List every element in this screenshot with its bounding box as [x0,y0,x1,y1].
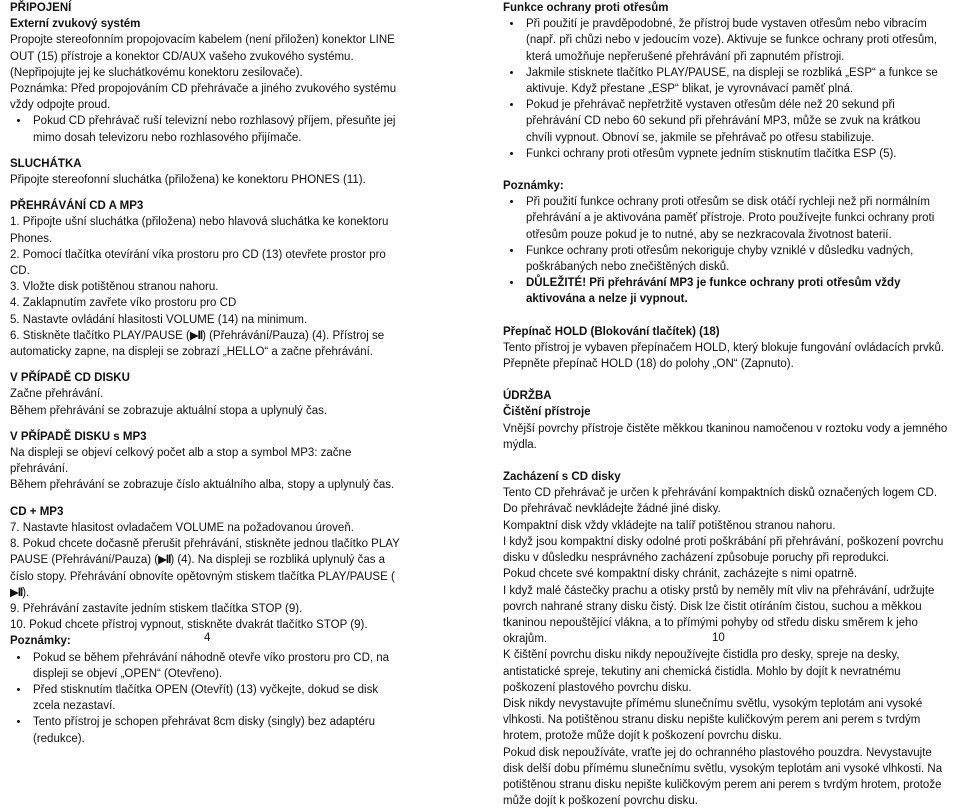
section-title-cd-handling: Zacházení s CD disky [503,471,621,484]
paragraph-handling-7: Disk nikdy nevystavujte přímému slunečnímu světlu, vysokým teplotám ani vysoké vlhkosti. Na potištěnou stranu disku nepište kuličkovým perem ani perem s tvrdým hrotem, protože může dojít k poškození povrchu disku. [503,697,923,743]
paragraph-handling-5: I když malé částečky prachu a otisky prstů by neměly mít vliv na přehrávání, udržujte povrch nahrané strany disku čistý. Disk lze čistit otíráním čistou, suchou a měkkou tkaninou nepouštějící vlákna, a to přímými pohyby od středu disku směrem k jeho okrajům. [503,584,935,646]
section-esp-notes [503,178,948,308]
list-item: • Tento přístroj je schopen přehrávat 8cm disky (singly) bez adaptéru (redukce). [30,714,405,746]
bullet-list-notes [10,650,405,747]
page-number-left: 4 [204,632,211,644]
paragraph-handling-1: Tento CD přehrávač je určen k přehrávání kompaktních disků označených logem CD. Do přehrávač nevkládejte žádné jiné disky. [503,487,938,516]
play-pause-icon: ▶II [10,586,23,599]
subsection-title-external-audio: Externí zvukový systém [10,18,141,31]
list-item: • Jakmile stisknete tlačítko PLAY/PAUSE, na displeji se rozbliká „ESP“ a funkce se aktivuje. Když přestane „ESP“ blikat, je vyrovnávací paměť plná. [523,65,948,97]
step-1: 1. Připojte ušní sluchátka (přiložena) nebo hlavová sluchátka ke konektoru Phones. [10,216,389,245]
paragraph-handling-6: K čištění povrchu disku nikdy nepoužívejte čistidla pro desky, spreje na desky, antistatické spreje, tekutiny ani chemická čistidla. Mohlo by dojít k nevratnému poškození plastového povrchu disku. [503,649,901,694]
step-2: 2. Pomocí tlačítka otevírání víka prostoru pro CD (13) otevřete prostor pro CD. [10,248,386,278]
paragraph-hold: Tento přístroj je vybaven přepínačem HOLD, který blokuje fungování ovládacích prvků. Přepněte přepínač HOLD (18) do polohy „ON“ (Zapnuto). [503,341,945,371]
list-item: • Pokud je přehrávač nepřetržitě vystaven otřesům déle než 20 sekund při přehrávání CD nebo 60 sekund při přehrávání MP3, může se zvuk na krátkou chvíli vypnout. Obnoví se, jakmile se přehrávač po otřesu stabilizuje. [523,97,948,146]
section-headphones [10,156,405,188]
list-item-important: • DŮLEŽITÉ! Při přehrávání MP3 je funkce ochrany proti otřesům vždy aktivována a nelze ji vypnout. [523,275,948,307]
paragraph-cleaning: Vnější povrchy přístroje čistěte měkkou tkaninou namočenou v roztoku vody a jemného mýdla. [503,422,948,451]
paragraph-handling-8: Pokud disk nepoužíváte, vraťte jej do ochranného plastového pouzdra. Nevystavujte disk delší dobu přímému slunečnímu světlu, vysokým teplotám ani vysoké vlhkosti. Na potištěnou stranu disku nepište kuličkovým perem ani perem s tvrdým hrotem, protože může dojít k poškození povrchu disku. [503,746,943,808]
section-hold [503,324,948,373]
right-column [503,0,948,809]
play-pause-icon: ▶II [189,329,203,342]
step-10: 10. Pokud chcete přístroj vypnout, stiskněte dvakrát tlačítko STOP (9). [10,619,368,632]
step-9: 9. Přehrávání zastavíte jedním stiskem tlačítka STOP (9). [10,602,303,615]
paragraph-external-audio: Propojte stereofonním propojovacím kabelem (není přiložen) konektor LINE OUT (15) přístroje a konektor CD/AUX vašeho zvukového systému. (Nepřipojujte jej ke sluchátkovému konektoru zesilovače). [10,34,395,79]
notes-title: Poznámky: [503,180,564,193]
section-cd-handling [503,469,948,809]
section-title-udrzba: ÚDRŽBA [503,390,552,403]
list-item: • Před stisknutím tlačítka OPEN (Otevřít) (13) vyčkejte, dokud se disk zcela nezastaví. [30,682,405,714]
list-item: • Funkce ochrany proti otřesům nekoriguje chyby vzniklé v důsledku vadných, poškrábaných nebo znečištěných disků. [523,243,948,275]
step-5: 5. Nastavte ovládání hlasitosti VOLUME (14) na minimum. [10,313,308,326]
paragraph-handling-3: I když jsou kompaktní disky odolné proti poškrábání při přehrávání, poškození povrchu disku v důsledku nesprávného zacházení způsobuje poruchy při reprodukci. [503,535,944,565]
section-maintenance [503,388,948,453]
play-pause-icon: ▶II [158,554,171,567]
bullet-list-esp-notes [503,194,948,307]
paragraph-cd-2: Během přehrávání se zobrazuje aktuální stopa a uplynulý čas. [10,404,328,417]
section-title-cd-disc: V PŘÍPADĚ CD DISKU [10,372,130,385]
paragraph-headphones: Připojte stereofonní sluchátka (přiložena) ke konektoru PHONES (11). [10,174,366,187]
section-title-mp3-disc: V PŘÍPADĚ DISKU s MP3 [10,430,147,443]
paragraph-mp3-1: Na displeji se objeví celkový počet alb a stop a symbol MP3: začne přehrávání. [10,447,352,476]
section-cd-mp3 [10,504,405,747]
subsection-title-cleaning: Čištění přístroje [503,406,591,419]
section-title-cd-mp3: CD + MP3 [10,505,64,518]
section-title-esp: Funkce ochrany proti otřesům [503,2,669,14]
step-8: 8. Pokud chcete dočasně přerušit přehrávání, stiskněte jednou tlačítko PLAY PAUSE (Přehrávání/Pauza) (▶II) (4). Na displeji se rozbliká uplynulý čas a číslo stopy. Přehrávání obnovíte opětovným stiskem tlačítka PLAY/PAUSE (▶II). [10,536,405,601]
list-item: • Při použití je pravděpodobné, že přístroj bude vystaven otřesům nebo vibracím (např. při chůzi nebo v jedoucím voze). Aktivuje se funkce ochrany proti otřesům, která umožňuje nepřerušené přehrávání při zapnutém přístroji. [523,16,948,65]
step-4: 4. Zaklapnutím zavřete víko prostoru pro CD [10,297,237,310]
list-item: • Při použití funkce ochrany proti otřesům se disk otáčí rychleji než při normálním přehrávání a je aktivována paměť přístroje. Proto používejte funkci ochrany proti otřesům pouze pokud je to nutné, aby se nezkracovala životnost baterií. [523,194,948,243]
paragraph-note-power: Poznámka: Před propojováním CD přehrávače a jiného zvukového systému vždy odpojte proud. [10,83,397,112]
paragraph-mp3-2: Během přehrávání se zobrazuje číslo aktuálního alba, stopy a uplynulý čas. [10,479,395,492]
page-number-right: 10 [712,632,725,644]
section-cd-disc [10,370,405,419]
bullet-list-esp [503,16,948,162]
section-title-sluchatka: SLUCHÁTKA [10,157,82,170]
paragraph-cd-1: Začne přehrávání. [10,388,104,401]
section-mp3-disc [10,429,405,494]
list-item: • Pokud se během přehrávání náhodně otevře víko prostoru pro CD, na displeji se objeví „OPEN“ (Otevřeno). [30,650,405,682]
step-3: 3. Vložte disk potištěnou stranou nahoru. [10,281,219,294]
section-playback [10,198,405,360]
section-title-playback: PŘEHRÁVÁNÍ CD A MP3 [10,200,144,213]
list-item: • Pokud CD přehrávač ruší televizní nebo rozhlasový příjem, přesuňte jej mimo dosah televizoru nebo rozhlasového přijímače. [30,113,405,145]
paragraph-handling-2: Kompaktní disk vždy vkládejte na talíř potištěnou stranou nahoru. [503,519,836,532]
notes-title: Poznámky: [10,635,71,648]
paragraph-handling-4: Pokud chcete své kompaktní disky chránit, zacházejte s nimi opatrně. [503,568,858,581]
section-title-pripojeni: PŘIPOJENÍ [10,2,72,14]
step-6: 6. Stiskněte tlačítko PLAY/PAUSE (▶II) (Přehrávání/Pauza) (4). Přístroj se automaticky zapne, na displeji se zobrazí „HELLO“ a začne přehrávání. [10,329,385,359]
bullet-list-interference [10,113,405,145]
list-item: • Funkci ochrany proti otřesům vypnete jedním stisknutím tlačítka ESP (5). [523,146,948,162]
section-title-hold: Přepínač HOLD (Blokování tlačítek) (18) [503,325,720,338]
step-7: 7. Nastavte hlasitost ovladačem VOLUME na požadovanou úroveň. [10,521,354,534]
